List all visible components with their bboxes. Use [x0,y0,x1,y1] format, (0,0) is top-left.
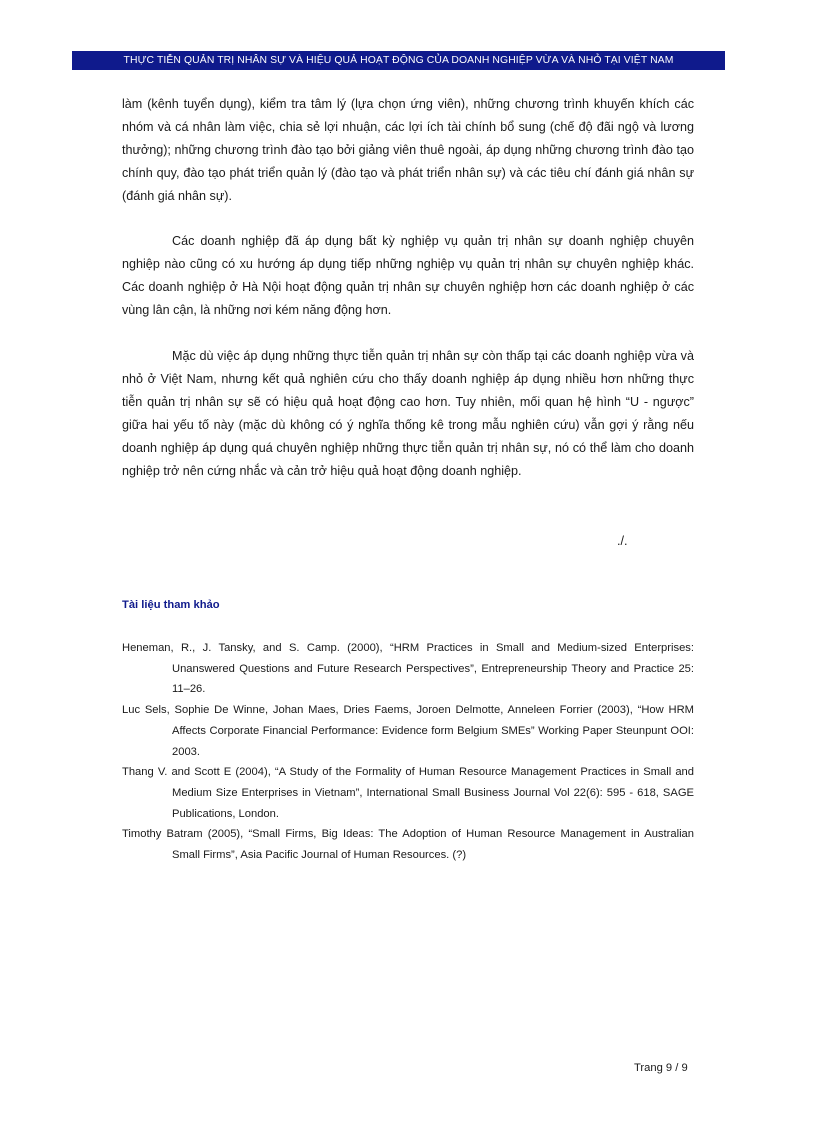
reference-item: Heneman, R., J. Tansky, and S. Camp. (2000), “HRM Practices in Small and Medium-sized Enterprises: Unanswered Questions and Future Research Perspectives”, Entrepreneurship Theory and Practice 25: 11–26. [122,642,694,696]
body-paragraph-2: Các doanh nghiệp đã áp dụng bất kỳ nghiệp vụ quản trị nhân sự doanh nghiệp chuyên nghiệp nào cũng có xu hướng áp dụng tiếp những nghiệp vụ quản trị nhân sự chuyên nghiệp khác. Các doanh nghiệp ở Hà Nội hoạt động quản trị nhân sự chuyên nghiệp hơn các doanh nghiệp ở các vùng lân cận, là những nơi kém năng động hơn. [122,234,694,317]
reference-item: Timothy Batram (2005), “Small Firms, Big Ideas: The Adoption of Human Resource Management in Australian Small Firms”, Asia Pacific Journal of Human Resources. (?) [122,828,694,862]
body-paragraph-1: làm (kênh tuyển dụng), kiểm tra tâm lý (lựa chọn ứng viên), những chương trình khuyến khích các nhóm và cá nhân làm việc, chia sẻ lợi nhuận, các lợi ích tài chính bổ sung (chế độ đãi ngộ và lương thưởng); những chương trình đào tạo bởi giảng viên thuê ngoài, áp dụng những chương trình đào tạo chính quy, đào tạo phát triển quản lý (đào tạo và phát triển nhân sự) và các tiêu chí đánh giá nhân sự (đánh giá nhân sự). [122,97,694,203]
end-mark: ./. [617,534,628,548]
reference-item: Luc Sels, Sophie De Winne, Johan Maes, Dries Faems, Joroen Delmotte, Anneleen Forrier (2003), “How HRM Affects Corporate Financial Performance: Evidence form Belgium SMEs” Working Paper Steunpunt OOI: 2003. [122,704,694,758]
running-header: THỰC TIỄN QUẢN TRỊ NHÂN SỰ VÀ HIỆU QUẢ HOẠT ĐỘNG CỦA DOANH NGHIỆP VỪA VÀ NHỎ TẠI VIỆT NAM [72,51,725,70]
references-heading: Tài liệu tham khảo [122,599,220,611]
reference-item: Thang V. and Scott E (2004), “A Study of the Formality of Human Resource Management Practices in Small and Medium Size Enterprises in Vietnam”, International Small Business Journal Vol 22(6): 595 - 618, SAGE Publications, London. [122,766,694,820]
page-number: Trang 9 / 9 [634,1062,688,1074]
references-list [122,638,694,866]
body-paragraph-3: Mặc dù việc áp dụng những thực tiễn quản trị nhân sự còn thấp tại các doanh nghiệp vừa và nhỏ ở Việt Nam, nhưng kết quả nghiên cứu cho thấy doanh nghiệp áp dụng nhiều hơn những thực tiễn quản trị nhân sự sẽ có hiệu quả hoạt động cao hơn. Tuy nhiên, mối quan hệ hình “U - ngược” giữa hai yếu tố này (mặc dù không có ý nghĩa thống kê trong mẫu nghiên cứu) vẫn gợi ý rằng nếu doanh nghiệp áp dụng quá chuyên nghiệp những thực tiễn quản trị nhân sự, nó có thể làm cho doanh nghiệp trở nên cứng nhắc và cản trở hiệu quả hoạt động doanh nghiệp. [122,349,694,478]
